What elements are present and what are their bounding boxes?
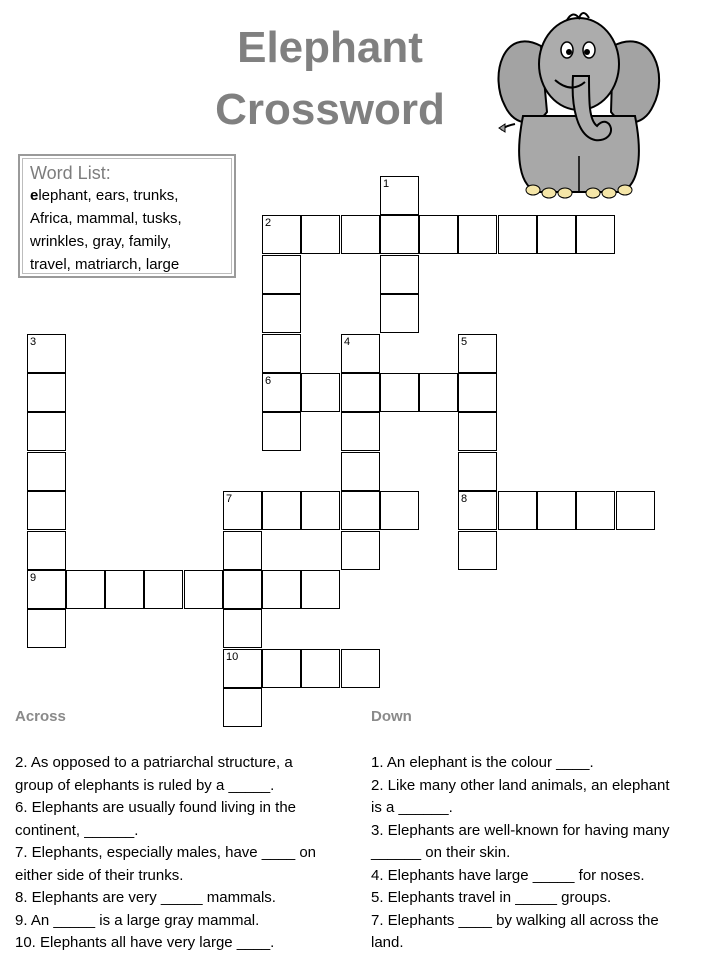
crossword-cell[interactable]	[616, 491, 655, 530]
crossword-cell[interactable]	[380, 255, 419, 294]
down-clues	[371, 752, 716, 955]
crossword-cell[interactable]	[262, 570, 301, 609]
crossword-cell[interactable]	[27, 531, 66, 570]
crossword-cell[interactable]	[419, 215, 458, 254]
clue-line: either side of their trunks.	[15, 866, 184, 884]
word-list-line-3: wrinkles, gray, family,	[30, 233, 172, 250]
crossword-cell[interactable]	[380, 373, 419, 412]
word-list-line-4: travel, matriarch, large	[30, 256, 180, 273]
crossword-cell[interactable]	[262, 215, 301, 254]
crossword-cell[interactable]	[144, 570, 183, 609]
crossword-cell[interactable]	[301, 373, 340, 412]
crossword-cell[interactable]	[105, 570, 144, 609]
clue-line: 10. Elephants all have very large ____.	[15, 934, 275, 951]
crossword-cell[interactable]	[380, 215, 419, 254]
crossword-cell[interactable]	[380, 491, 419, 530]
crossword-cell[interactable]	[458, 491, 497, 530]
clue-line: 7. Elephants, especially males, have ____ on	[15, 844, 317, 861]
crossword-cell[interactable]	[458, 215, 497, 254]
crossword-cell[interactable]	[27, 491, 66, 530]
clue-number: 7	[226, 493, 233, 505]
clue-number: 9	[30, 572, 37, 584]
crossword-cell[interactable]	[262, 373, 301, 412]
word-list-first-letter: e	[30, 187, 39, 204]
clue-number: 8	[461, 493, 468, 505]
crossword-cell[interactable]	[576, 215, 615, 254]
crossword-cell[interactable]	[458, 531, 497, 570]
clue-line: 1. An elephant is the colour ____.	[371, 754, 594, 771]
crossword-cell[interactable]	[262, 334, 301, 373]
crossword-cell[interactable]	[262, 294, 301, 333]
crossword-cell[interactable]	[27, 412, 66, 451]
clue-number: 4	[344, 336, 351, 348]
crossword-cell[interactable]	[27, 334, 66, 373]
crossword-cell[interactable]	[262, 649, 301, 688]
title-line-2: Crossword	[215, 85, 445, 134]
clue-line: 6. Elephants are usually found living in the	[15, 799, 297, 816]
crossword-cell[interactable]	[262, 412, 301, 451]
title-line-1: Elephant	[237, 23, 423, 72]
crossword-cell[interactable]	[341, 452, 380, 491]
crossword-cell[interactable]	[498, 491, 537, 530]
crossword-cell[interactable]	[341, 491, 380, 530]
crossword-cell[interactable]	[341, 531, 380, 570]
clue-line: is a ______.	[371, 799, 453, 816]
clue-number: 1	[383, 178, 390, 190]
clue-line: group of elephants is ruled by a _____.	[15, 776, 275, 794]
crossword-cell[interactable]	[223, 531, 262, 570]
clue-number: 6	[265, 375, 272, 387]
crossword-cell[interactable]	[341, 215, 380, 254]
clue-line: 8. Elephants are very _____ mammals.	[15, 889, 276, 906]
crossword-cell[interactable]	[184, 570, 223, 609]
clue-number: 3	[30, 336, 37, 348]
crossword-cell[interactable]	[27, 373, 66, 412]
crossword-cell[interactable]	[458, 412, 497, 451]
clue-number: 2	[265, 217, 272, 229]
crossword-cell[interactable]	[27, 452, 66, 491]
crossword-cell[interactable]	[341, 649, 380, 688]
clue-line: ______ on their skin.	[371, 844, 511, 861]
crossword-cell[interactable]	[498, 215, 537, 254]
clue-line: 7. Elephants ____ by walking all across the	[371, 911, 659, 929]
clue-line: 3. Elephants are well-known for having many	[371, 821, 670, 839]
crossword-cell[interactable]	[223, 649, 262, 688]
crossword-cell[interactable]	[223, 688, 262, 727]
crossword-cell[interactable]	[301, 491, 340, 530]
crossword-cell[interactable]	[537, 491, 576, 530]
across-heading: Across	[15, 708, 66, 725]
crossword-cell[interactable]	[341, 373, 380, 412]
crossword-cell[interactable]	[223, 609, 262, 648]
down-heading: Down	[371, 708, 412, 725]
clue-line: 5. Elephants travel in _____ groups.	[371, 889, 612, 906]
clue-line: 2. As opposed to a patriarchal structure, a	[15, 754, 293, 771]
crossword-cell[interactable]	[301, 649, 340, 688]
crossword-cell[interactable]	[419, 373, 458, 412]
clue-number: 5	[461, 336, 468, 348]
across-clues	[15, 752, 360, 955]
clue-line: continent, ______.	[15, 821, 139, 839]
crossword-cell[interactable]	[537, 215, 576, 254]
crossword-cell[interactable]	[458, 373, 497, 412]
crossword-cell[interactable]	[27, 609, 66, 648]
crossword-cell[interactable]	[223, 570, 262, 609]
crossword-cell[interactable]	[262, 255, 301, 294]
word-list-line-1-rest: lephant, ears, trunks,	[38, 187, 179, 204]
crossword-cell[interactable]	[380, 176, 419, 215]
crossword-cell[interactable]	[341, 334, 380, 373]
crossword-cell[interactable]	[66, 570, 105, 609]
clue-line: 4. Elephants have large _____ for noses.	[371, 866, 645, 884]
crossword-cell[interactable]	[301, 215, 340, 254]
crossword-cell[interactable]	[380, 294, 419, 333]
word-list-line-2: Africa, mammal, tusks,	[30, 210, 182, 227]
crossword-cell[interactable]	[27, 570, 66, 609]
clue-line: 9. An _____ is a large gray mammal.	[15, 911, 260, 929]
crossword-cell[interactable]	[223, 491, 262, 530]
crossword-cell[interactable]	[301, 570, 340, 609]
crossword-cell[interactable]	[576, 491, 615, 530]
crossword-cell[interactable]	[262, 491, 301, 530]
word-list-heading: Word List:	[30, 163, 111, 183]
crossword-cell[interactable]	[458, 452, 497, 491]
crossword-cell[interactable]	[341, 412, 380, 451]
clue-number: 10	[226, 651, 239, 663]
crossword-cell[interactable]	[458, 334, 497, 373]
clue-line: land.	[371, 934, 404, 951]
clue-line: 2. Like many other land animals, an elephant	[371, 776, 670, 794]
